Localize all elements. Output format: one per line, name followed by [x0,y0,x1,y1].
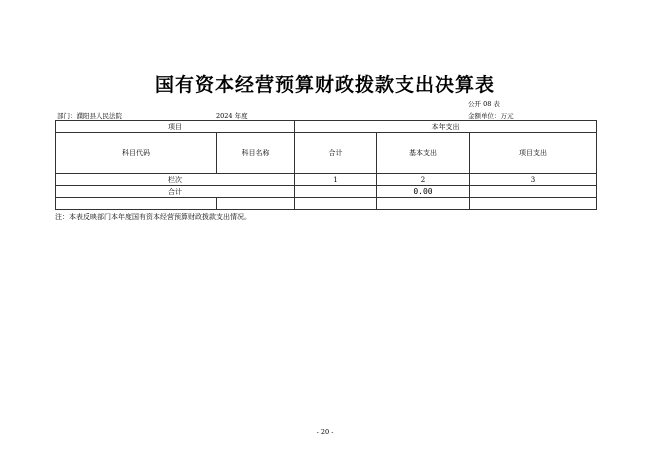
row-subject-code [56,198,217,210]
column-index-basic: 2 [377,174,470,186]
header-total: 合计 [295,133,377,174]
fiscal-year: 2024 年度 [216,112,248,120]
column-index-total: 1 [295,174,377,186]
expenditure-table [55,120,597,210]
table-header-row-1 [56,121,597,133]
table-note: 注：本表反映部门本年度国有资本经营预算财政拨款支出情况。 [55,213,251,221]
header-project: 项目 [56,121,295,133]
header-current-year-expenditure: 本年支出 [295,121,597,133]
total-row [56,186,597,198]
amount-unit: 金额单位：万元 [468,112,514,120]
header-subject-code: 科目代码 [56,133,217,174]
total-row-basic: 0.00 [377,186,470,198]
total-row-project [470,186,597,198]
form-code: 公开 08 表 [468,100,500,108]
department-label: 部门：濮阳县人民法院 [57,112,122,120]
header-subject-name: 科目名称 [217,133,295,174]
table-row [56,198,597,210]
table-header-row-2 [56,133,597,174]
column-index-row [56,174,597,186]
total-row-total [295,186,377,198]
total-row-label: 合计 [56,186,295,198]
column-index-label: 栏次 [56,174,295,186]
row-subject-name [217,198,295,210]
page-number: - 20 - [316,428,334,436]
column-index-project: 3 [470,174,597,186]
header-basic-expenditure: 基本支出 [377,133,470,174]
header-project-expenditure: 项目支出 [470,133,597,174]
row-project [470,198,597,210]
row-total [295,198,377,210]
row-basic [377,198,470,210]
document-title: 国有资本经营预算财政拨款支出决算表 [154,74,495,96]
